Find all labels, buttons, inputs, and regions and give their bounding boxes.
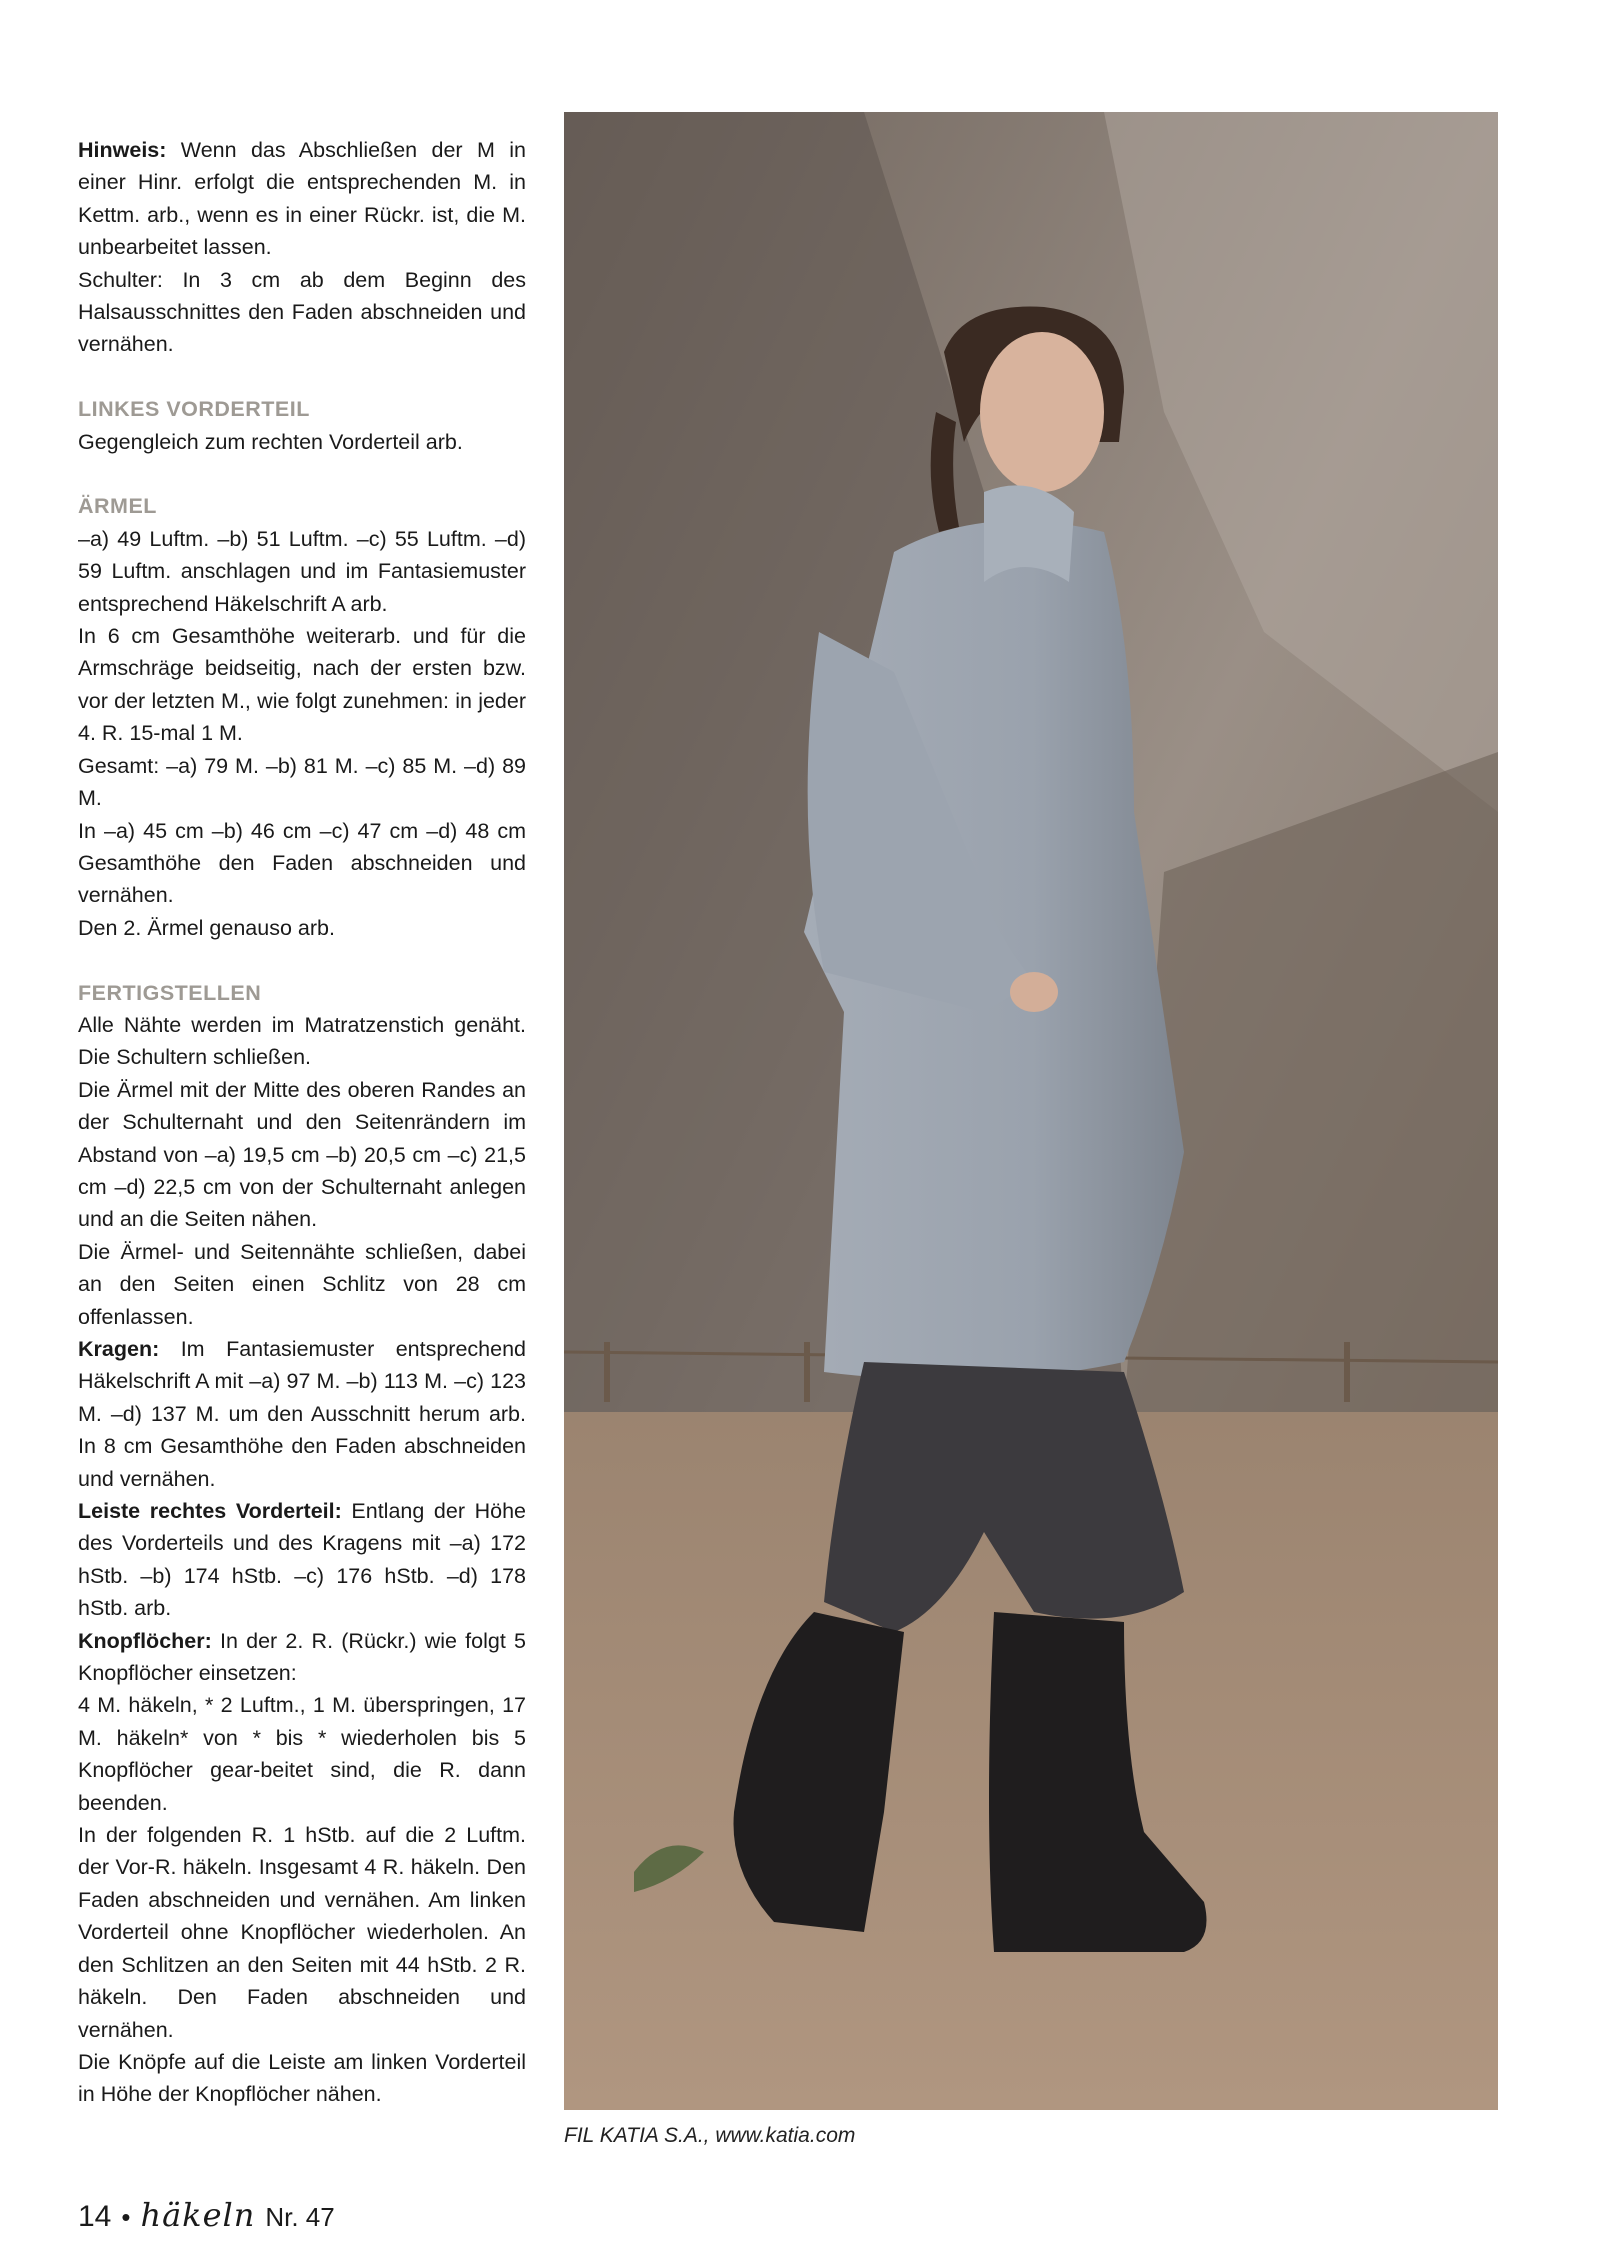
hand — [1010, 972, 1058, 1012]
footer-bullet: • — [121, 2202, 131, 2232]
fence-post — [1344, 1342, 1350, 1402]
magazine-logo: häkeln — [140, 2196, 256, 2234]
fertig-paragraph-3: Die Ärmel- und Seitennähte schließen, dabei an den Seiten einen Schlitz von 28 cm offenlassen. — [78, 1239, 526, 1329]
kragen-paragraph — [78, 1333, 526, 1495]
fertig-paragraph-2: Die Ärmel mit der Mitte des oberen Randes an der Schulternaht und den Seitenrändern im Abstand von –a) 19,5 cm –b) 20,5 cm –c) 21,5 cm –d) 22,5 cm von der Schulternaht anlegen und an die Seiten nähen. — [78, 1077, 526, 1232]
page-number: 14 — [78, 2200, 112, 2233]
page-footer — [78, 2196, 335, 2234]
hinweis-text: Wenn das Abschließen der M in einer Hinr. erfolgt die entsprechenden M. in Kettm. arb., wenn es in einer Rückr. ist, die M. unbearbeitet lassen. — [78, 138, 526, 260]
linkes-paragraph: Gegengleich zum rechten Vorderteil arb. — [78, 429, 463, 454]
issue-number: Nr. 47 — [265, 2202, 335, 2232]
photo-caption: FIL KATIA S.A., www.katia.com — [564, 2124, 856, 2147]
aermel-paragraph-2: In 6 cm Gesamthöhe weiterarb. und für die Armschräge beidseitig, nach der ersten bzw. vor der letzten M., wie folgt zunehmen: in jeder 4. R. 15-mal 1 M. — [78, 624, 526, 746]
knopf-paragraph-1 — [78, 1625, 526, 1690]
schulter-paragraph: Schulter: In 3 cm ab dem Beginn des Halsausschnittes den Faden abschneiden und vernähen. — [78, 267, 526, 357]
instructions-column — [78, 134, 526, 2111]
knopf-paragraph-4: Die Knöpfe auf die Leiste am linken Vorderteil in Höhe der Knopflöcher nähen. — [78, 2049, 526, 2107]
leiste-label: Leiste rechtes Vorderteil: — [78, 1499, 342, 1524]
leiste-paragraph — [78, 1495, 526, 1625]
aermel-paragraph-1: –a) 49 Luftm. –b) 51 Luftm. –c) 55 Luftm. –d) 59 Luftm. anschlagen und im Fantasiemuster entsprechend Häkelschrift A arb. — [78, 526, 526, 616]
aermel-paragraph-4: In –a) 45 cm –b) 46 cm –c) 47 cm –d) 48 cm Gesamthöhe den Faden abschneiden und vernähen. — [78, 818, 526, 908]
knopf-paragraph-2: 4 M. häkeln, * 2 Luftm., 1 M. überspringen, 17 M. häkeln* von * bis * wiederholen bis 5 Knopflöcher gear-beitet sind, die R. dann beenden. — [78, 1693, 526, 1815]
knopf-text: In der 2. R. (Rückr.) wie folgt 5 Knopflöcher einsetzen: — [78, 1628, 526, 1686]
section-heading-fertigstellen: FERTIGSTELLEN — [78, 980, 262, 1005]
leiste-text: Entlang der Höhe des Vorderteils und des Kragens mit –a) 172 hStb. –b) 174 hStb. –c) 176 hStb. –d) 178 hStb. arb. — [78, 1499, 527, 1621]
fence-post — [804, 1342, 810, 1402]
hinweis-label: Hinweis: — [78, 138, 167, 162]
kragen-text: Im Fantasiemuster entsprechend Häkelschrift A mit –a) 97 M. –b) 113 M. –c) 123 M. –d) 137 M. um den Ausschnitt herum arb. In 8 cm Gesamthöhe den Faden abschneiden und vernähen. — [78, 1336, 526, 1491]
fence-post — [604, 1342, 610, 1402]
section-heading-aermel: ÄRMEL — [78, 494, 157, 519]
hinweis-paragraph — [78, 134, 526, 264]
fertig-paragraph-1: Alle Nähte werden im Matratzenstich genäht. Die Schultern schließen. — [78, 1012, 526, 1070]
aermel-paragraph-3: Gesamt: –a) 79 M. –b) 81 M. –c) 85 M. –d) 89 M. — [78, 753, 526, 811]
knopf-label: Knopflöcher: — [78, 1628, 212, 1653]
knopf-paragraph-3: In der folgenden R. 1 hStb. auf die 2 Luftm. der Vor-R. häkeln. Insgesamt 4 R. häkeln. Den Faden abschneiden und vernähen. Am linken Vorderteil ohne Knopflöcher wiederholen. An den Schlitzen an den Seiten mit 44 hStb. 2 R. häkeln. Den Faden abschneiden und vernähen. — [78, 1823, 526, 2042]
kragen-label: Kragen: — [78, 1336, 160, 1361]
aermel-paragraph-5: Den 2. Ärmel genauso arb. — [78, 915, 335, 940]
model-photo — [564, 112, 1498, 2110]
face — [980, 332, 1104, 492]
section-heading-linkes-vorderteil: LINKES VORDERTEIL — [78, 397, 310, 422]
model-photo-illustration — [564, 112, 1498, 2110]
